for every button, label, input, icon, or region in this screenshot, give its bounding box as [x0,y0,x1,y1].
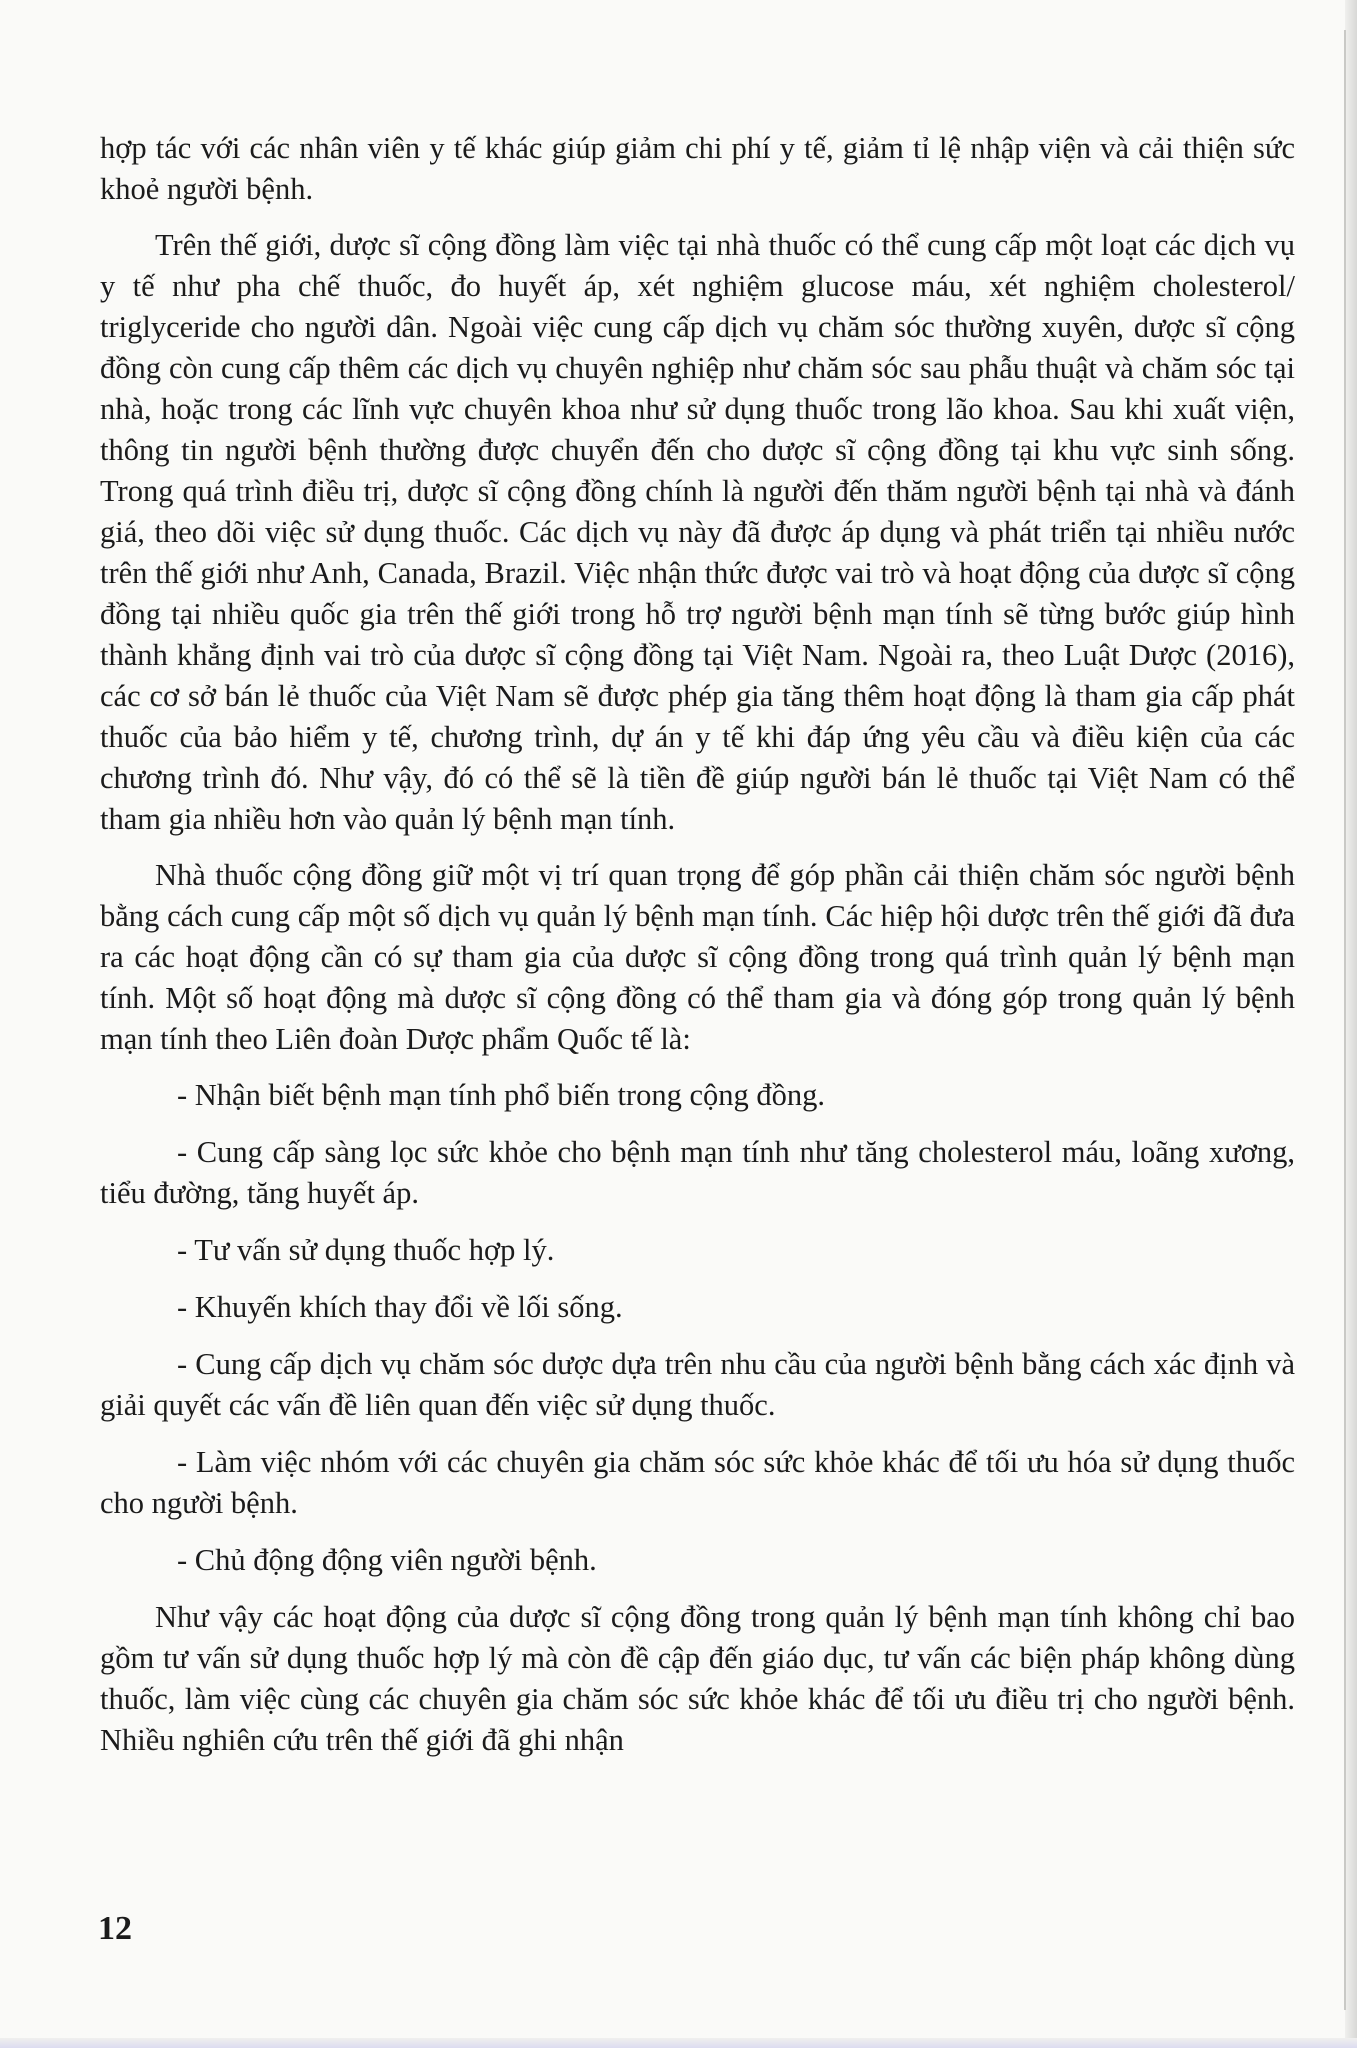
paragraph-closing: Như vậy các hoạt động của dược sĩ cộng đồng trong quản lý bệnh mạn tính không chỉ bao gồm tư vấn sử dụng thuốc hợp lý mà còn đề cập đến giáo dục, tư vấn các biện pháp không dùng thuốc, làm việc cùng các chuyên gia chăm sóc sức khỏe khác để tối ưu điều trị cho người bệnh. Nhiều nghiên cứu trên thế giới đã ghi nhận [100,1600,1295,1757]
list-item: - Chủ động động viên người bệnh. [177,1543,597,1577]
page-bottom-edge [0,2038,1357,2048]
list-item: - Cung cấp dịch vụ chăm sóc dược dựa trên nhu cầu của người bệnh bằng cách xác định và giải quyết các vấn đề liên quan đến việc sử dụng thuốc. [100,1347,1295,1422]
page-number: 12 [98,1910,132,1947]
list-item: - Nhận biết bệnh mạn tính phổ biến trong cộng đồng. [177,1078,826,1112]
page-fold-line [1344,30,1346,2010]
list-item: - Cung cấp sàng lọc sức khỏe cho bệnh mạn tính như tăng cholesterol máu, loãng xương, tiểu đường, tăng huyết áp. [100,1135,1295,1210]
list-item: - Tư vấn sử dụng thuốc hợp lý. [177,1233,555,1267]
paragraph-continued: hợp tác với các nhân viên y tế khác giúp giảm chi phí y tế, giảm tỉ lệ nhập viện và cải thiện sức khoẻ người bệnh. [100,131,1295,206]
list-item: - Làm việc nhóm với các chuyên gia chăm sóc sức khỏe khác để tối ưu hóa sử dụng thuốc cho người bệnh. [100,1445,1295,1520]
page-binding-edge [1345,0,1357,2048]
paragraph-community-pharmacy-role: Nhà thuốc cộng đồng giữ một vị trí quan trọng để góp phần cải thiện chăm sóc người bệnh bằng cách cung cấp một số dịch vụ quản lý bệnh mạn tính. Các hiệp hội dược trên thế giới đã đưa ra các hoạt động cần có sự tham gia của dược sĩ cộng đồng trong quá trình quản lý bệnh mạn tính. Một số hoạt động mà dược sĩ cộng đồng có thể tham gia và đóng góp trong quản lý bệnh mạn tính theo Liên đoàn Dược phẩm Quốc tế là: [100,858,1295,1056]
paragraph-community-pharmacist-services: Trên thế giới, dược sĩ cộng đồng làm việc tại nhà thuốc có thể cung cấp một loạt các dịch vụ y tế như pha chế thuốc, đo huyết áp, xét nghiệm glucose máu, xét nghiệm cholesterol/ triglyceride cho người dân. Ngoài việc cung cấp dịch vụ chăm sóc thường xuyên, dược sĩ cộng đồng còn cung cấp thêm các dịch vụ chuyên nghiệp như chăm sóc sau phẫu thuật và chăm sóc tại nhà, hoặc trong các lĩnh vực chuyên khoa như sử dụng thuốc trong lão khoa. Sau khi xuất viện, thông tin người bệnh thường được chuyển đến cho dược sĩ cộng đồng tại khu vực sinh sống. Trong quá trình điều trị, dược sĩ cộng đồng chính là người đến thăm người bệnh tại nhà và đánh giá, theo dõi việc sử dụng thuốc. Các dịch vụ này đã được áp dụng và phát triển tại nhiều nước trên thế giới như Anh, Canada, Brazil. Việc nhận thức được vai trò và hoạt động của dược sĩ cộng đồng tại nhiều quốc gia trên thế giới trong hỗ trợ người bệnh mạn tính sẽ từng bước giúp hình thành khẳng định vai trò của dược sĩ cộng đồng tại Việt Nam. Ngoài ra, theo Luật Dược (2016), các cơ sở bán lẻ thuốc của Việt Nam sẽ được phép gia tăng thêm hoạt động là tham gia cấp phát thuốc của bảo hiểm y tế, chương trình, dự án y tế khi đáp ứng yêu cầu và điều kiện của các chương trình đó. Như vậy, đó có thể sẽ là tiền đề giúp người bán lẻ thuốc tại Việt Nam có thể tham gia nhiều hơn vào quản lý bệnh mạn tính. [100,228,1295,836]
list-item: - Khuyến khích thay đổi về lối sống. [177,1290,623,1324]
body-text [100,128,1295,1776]
